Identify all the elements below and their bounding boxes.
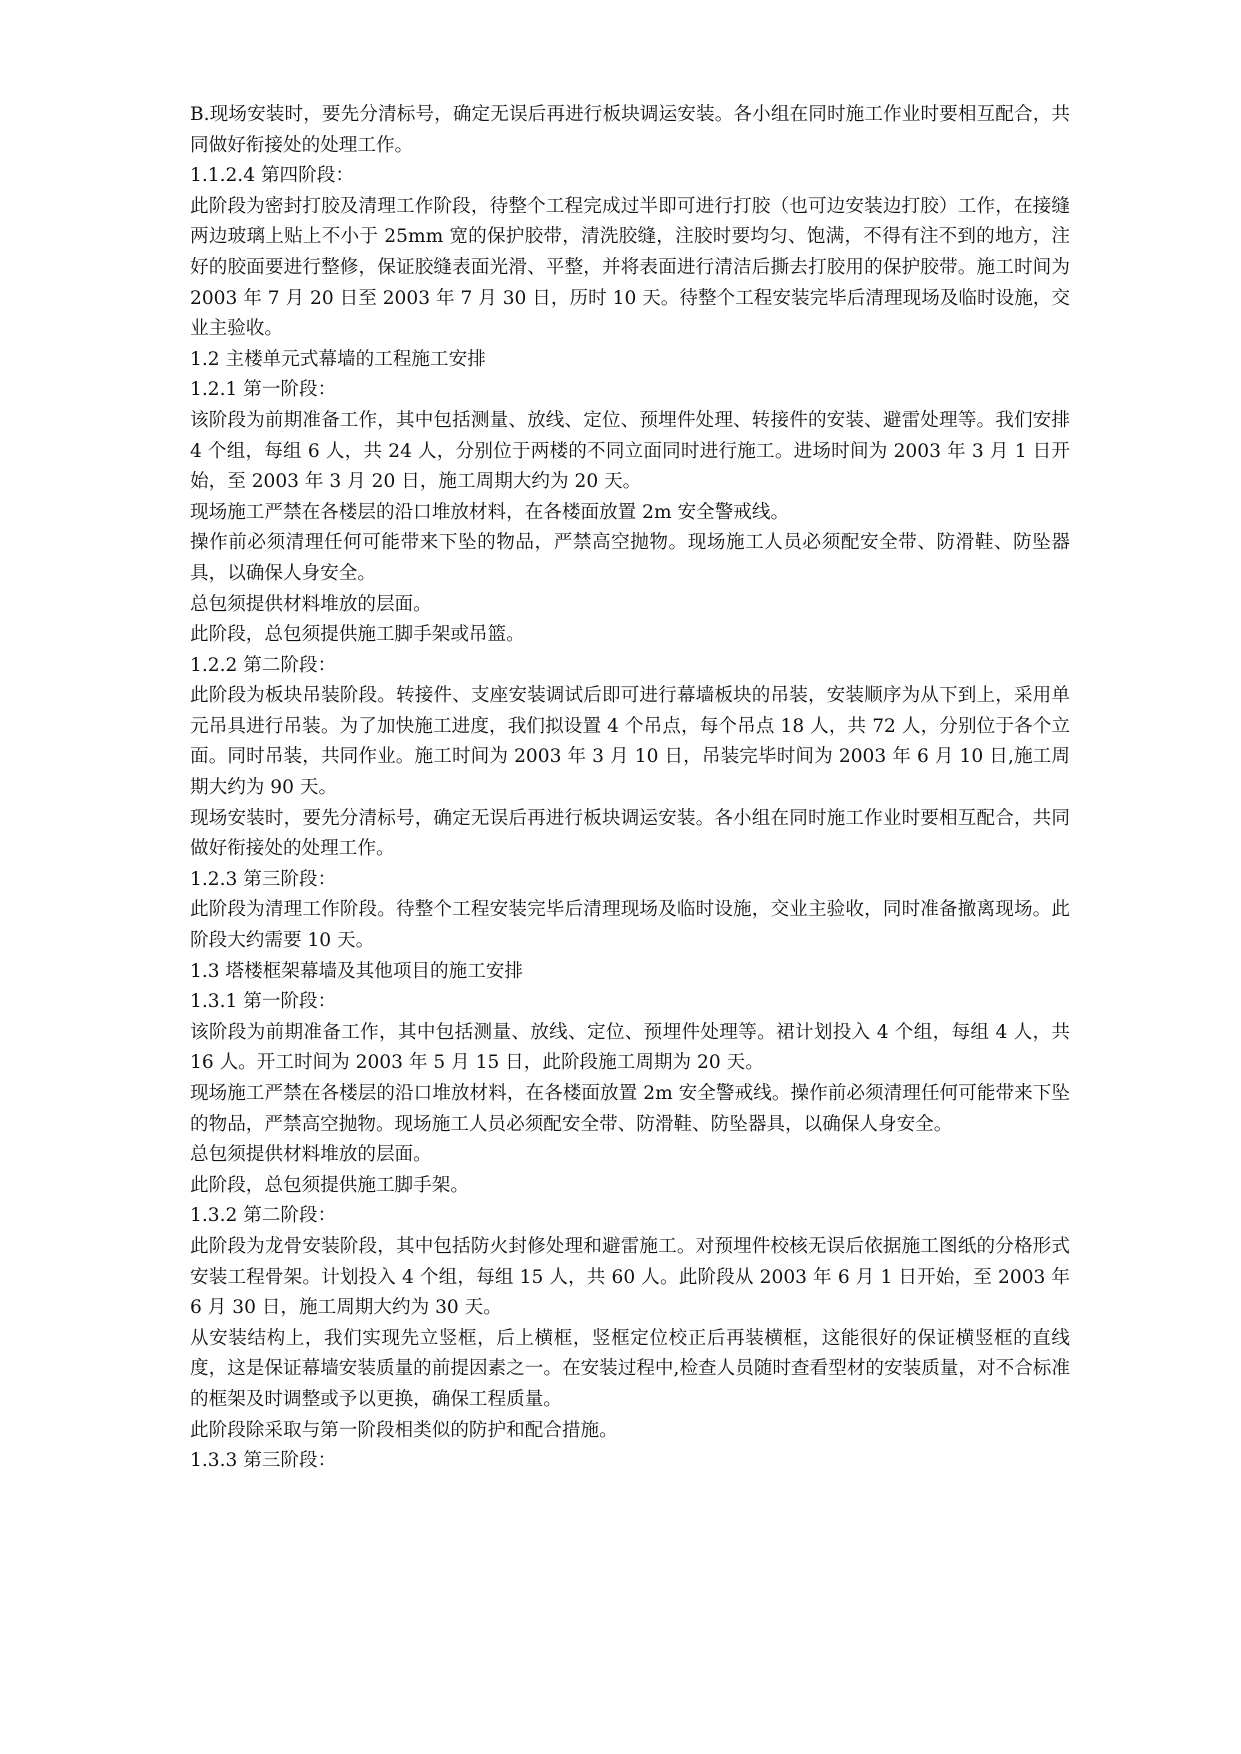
paragraph: 现场施工严禁在各楼层的沿口堆放材料，在各楼面放置 2m 安全警戒线。 xyxy=(190,501,790,523)
section-heading: 1.3.1 第一阶段： xyxy=(190,991,337,1013)
paragraph: 此阶段为板块吊装阶段。转接件、支座安装调试后即可进行幕墙板块的吊装，安装顺序为从下到上，采用单元吊具进行吊装。为了加快施工进度，我们拟设置 4 个吊点，每个吊点 18 人，共 72 人，分别位于各个立面。同时吊装，共同作业。施工时间为 2003 年 3 月 10 日，吊装完毕时间为 2003 年 6 月 10 日,施工周期大约为 90 天。 xyxy=(190,685,1070,799)
paragraph: 该阶段为前期准备工作，其中包括测量、放线、定位、预埋件处理等。裙计划投入 4 个组，每组 4 人，共 16 人。开工时间为 2003 年 5 月 15 日，此阶段施工周期为 20 天。 xyxy=(190,1021,1070,1074)
paragraph: 此阶段，总包须提供施工脚手架或吊篮。 xyxy=(190,624,525,646)
paragraph: 从安装结构上，我们实现先立竖框，后上横框，竖框定位校正后再装横框，这能很好的保证横竖框的直线度，这是保证幕墙安装质量的前提因素之一。在安装过程中,检查人员随时查看型材的安装质量，对不合标准的框架及时调整或予以更换，确保工程质量。 xyxy=(190,1327,1070,1410)
section-heading: 1.3.2 第二阶段： xyxy=(190,1205,337,1227)
paragraph: 总包须提供材料堆放的层面。 xyxy=(190,1144,432,1166)
paragraph: 此阶段为清理工作阶段。待整个工程安装完毕后清理现场及临时设施，交业主验收，同时准备撤离现场。此阶段大约需要 10 天。 xyxy=(190,899,1070,952)
paragraph: 总包须提供材料堆放的层面。 xyxy=(190,593,432,615)
paragraph: 此阶段为密封打胶及清理工作阶段，待整个工程完成过半即可进行打胶（也可边安装边打胶）工作，在接缝两边玻璃上贴上不小于 25mm 宽的保护胶带，清洗胶缝，注胶时要均匀、饱满，不得有注不到的地方，注好的胶面要进行整修，保证胶缝表面光滑、平整，并将表面进行清洁后撕去打胶用的保护胶带。施工时间为 2003 年 7 月 20 日至 2003 年 7 月 30 日，历时 10 天。待整个工程安装完毕后清理现场及临时设施，交业主验收。 xyxy=(190,195,1070,340)
section-heading: 1.3.3 第三阶段： xyxy=(190,1450,337,1472)
section-heading: 1.2.2 第二阶段： xyxy=(190,654,337,676)
paragraph: 此阶段为龙骨安装阶段，其中包括防火封修处理和避雷施工。对预埋件校核无误后依据施工图纸的分格形式安装工程骨架。计划投入 4 个组，每组 15 人，共 60 人。此阶段从 2003 年 6 月 1 日开始，至 2003 年 6 月 30 日，施工周期大约为 30 天。 xyxy=(190,1235,1070,1319)
section-heading: 1.1.2.4 第四阶段： xyxy=(190,165,354,187)
paragraph: 该阶段为前期准备工作，其中包括测量、放线、定位、预埋件处理、转接件的安装、避雷处理等。我们安排 4 个组，每组 6 人，共 24 人，分别位于两楼的不同立面同时进行施工。进场时间为 2003 年 3 月 1 日开始，至 2003 年 3 月 20 日，施工周期大约为 20 天。 xyxy=(190,409,1070,493)
paragraph: 此阶段，总包须提供施工脚手架。 xyxy=(190,1174,469,1196)
paragraph: B.现场安装时，要先分清标号，确定无误后再进行板块调运安装。各小组在同时施工作业时要相互配合，共同做好衔接处的处理工作。 xyxy=(190,104,1070,156)
paragraph: 操作前必须清理任何可能带来下坠的物品，严禁高空抛物。现场施工人员必须配安全带、防滑鞋、防坠器具，以确保人身安全。 xyxy=(190,532,1070,584)
section-heading: 1.3 塔楼框架幕墙及其他项目的施工安排 xyxy=(190,960,523,982)
section-heading: 1.2.3 第三阶段： xyxy=(190,868,337,890)
document-body xyxy=(190,100,1070,1477)
section-heading: 1.2.1 第一阶段： xyxy=(190,379,337,401)
paragraph: 现场施工严禁在各楼层的沿口堆放材料，在各楼面放置 2m 安全警戒线。操作前必须清理任何可能带来下坠的物品，严禁高空抛物。现场施工人员必须配安全带、防滑鞋、防坠器具，以确保人身安全。 xyxy=(190,1083,1070,1135)
paragraph: 现场安装时，要先分清标号，确定无误后再进行板块调运安装。各小组在同时施工作业时要相互配合，共同做好衔接处的处理工作。 xyxy=(190,807,1070,860)
section-heading: 1.2 主楼单元式幕墙的工程施工安排 xyxy=(190,348,486,370)
paragraph: 此阶段除采取与第一阶段相类似的防护和配合措施。 xyxy=(190,1419,618,1441)
